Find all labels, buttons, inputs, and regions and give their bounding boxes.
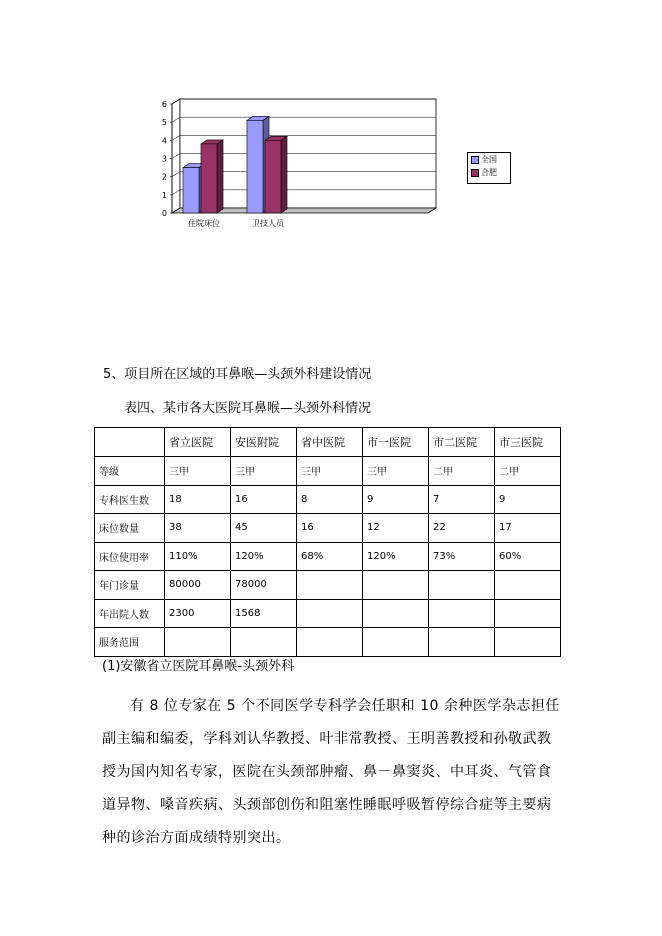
legend-item — [468, 153, 510, 166]
table-row — [95, 599, 561, 628]
table-cell: 78000 — [231, 571, 297, 600]
bar — [247, 120, 263, 213]
legend-label: 全国 — [481, 155, 497, 164]
table-cell: 7 — [429, 485, 495, 514]
section-heading: 5、项目所在区域的耳鼻喉—头颈外科建设情况 — [103, 367, 372, 382]
table-cell — [297, 599, 363, 628]
table-row — [95, 457, 561, 486]
table-cell — [429, 599, 495, 628]
table-cell: 三甲 — [165, 457, 231, 486]
table-header-cell: 市三医院 — [495, 428, 561, 457]
bar-chart — [150, 95, 510, 235]
table-header-cell — [95, 428, 165, 457]
table-cell: 三甲 — [231, 457, 297, 486]
legend-label: 合肥 — [481, 168, 497, 177]
table-cell: 专科医生数 — [95, 485, 165, 514]
table-header-cell: 市一医院 — [363, 428, 429, 457]
table-cell: 17 — [495, 514, 561, 543]
y-tick-label: 0 — [161, 209, 167, 218]
table-cell: 8 — [297, 485, 363, 514]
bar — [265, 140, 281, 213]
table-cell: 16 — [297, 514, 363, 543]
table-cell: 120% — [231, 542, 297, 571]
table-cell: 服务范围 — [95, 628, 165, 657]
table-cell — [363, 628, 429, 657]
table-cell: 二甲 — [429, 457, 495, 486]
table-cell: 年出院人数 — [95, 599, 165, 628]
table-cell: 120% — [363, 542, 429, 571]
y-tick-label: 5 — [161, 118, 167, 128]
table-cell: 12 — [363, 514, 429, 543]
y-tick-label: 3 — [161, 154, 167, 164]
chart-legend — [467, 152, 511, 184]
table-cell — [495, 628, 561, 657]
chart-canvas — [150, 95, 510, 235]
sub-heading: (1)安徽省立医院耳鼻喉-头颈外科 — [102, 659, 295, 674]
table-cell: 18 — [165, 485, 231, 514]
table-cell: 110% — [165, 542, 231, 571]
table-cell — [165, 628, 231, 657]
table-cell — [495, 571, 561, 600]
table-cell: 三甲 — [297, 457, 363, 486]
table-cell: 年门诊量 — [95, 571, 165, 600]
table-row — [95, 514, 561, 543]
x-tick-label: 卫技人员 — [252, 219, 284, 228]
table-cell: 三甲 — [363, 457, 429, 486]
y-tick-label: 6 — [161, 100, 167, 109]
table-cell: 22 — [429, 514, 495, 543]
table-cell — [495, 599, 561, 628]
table-cell: 1568 — [231, 599, 297, 628]
table-cell: 73% — [429, 542, 495, 571]
table-cell — [363, 599, 429, 628]
table-cell: 二甲 — [495, 457, 561, 486]
bar — [183, 168, 199, 213]
table-cell: 床位使用率 — [95, 542, 165, 571]
table-cell: 等级 — [95, 457, 165, 486]
bar-side — [281, 136, 287, 213]
table-row — [95, 571, 561, 600]
table-cell: 9 — [363, 485, 429, 514]
table-cell: 45 — [231, 514, 297, 543]
y-tick-label: 2 — [161, 172, 167, 182]
table-cell: 9 — [495, 485, 561, 514]
table-row — [95, 628, 561, 657]
table-title: 表四、某市各大医院耳鼻喉—头颈外科情况 — [124, 401, 372, 416]
table-cell: 16 — [231, 485, 297, 514]
table-header-cell: 省中医院 — [297, 428, 363, 457]
table-header-row — [95, 428, 561, 457]
y-tick-label: 4 — [161, 136, 167, 146]
body-paragraph: 有 8 位专家在 5 个不同医学专科学会任职和 10 余种医学杂志担任副主编和编委，学科刘认华教授、叶非常教授、王明善教授和孙敬武教授为国内知名专家，医院在头颈部肿瘤、鼻－鼻窦炎、中耳炎、气管食道异物、嗓音疾病、头颈部创伤和阻塞性睡眠呼吸暂停综合症等主要病种的诊治方面成绩特别突出。 — [102, 698, 560, 846]
table-cell: 80000 — [165, 571, 231, 600]
bar — [201, 144, 217, 213]
legend-swatch-national — [471, 156, 479, 164]
table-cell — [429, 628, 495, 657]
table-header-cell: 安医附院 — [231, 428, 297, 457]
legend-swatch-hefei — [471, 169, 479, 177]
table-cell — [363, 571, 429, 600]
table-cell — [231, 628, 297, 657]
table-cell — [429, 571, 495, 600]
table-cell: 60% — [495, 542, 561, 571]
table-header-cell: 市二医院 — [429, 428, 495, 457]
table-cell: 2300 — [165, 599, 231, 628]
table-cell: 68% — [297, 542, 363, 571]
table-row — [95, 542, 561, 571]
table-cell — [297, 571, 363, 600]
table-row — [95, 485, 561, 514]
table-cell: 床位数量 — [95, 514, 165, 543]
bar-side — [217, 140, 223, 213]
table-header-cell: 省立医院 — [165, 428, 231, 457]
y-tick-label: 1 — [161, 190, 167, 200]
legend-item — [468, 166, 510, 179]
hospital-table — [94, 427, 561, 657]
table-cell: 38 — [165, 514, 231, 543]
x-tick-label: 住院床位 — [188, 219, 220, 228]
table-cell — [297, 628, 363, 657]
